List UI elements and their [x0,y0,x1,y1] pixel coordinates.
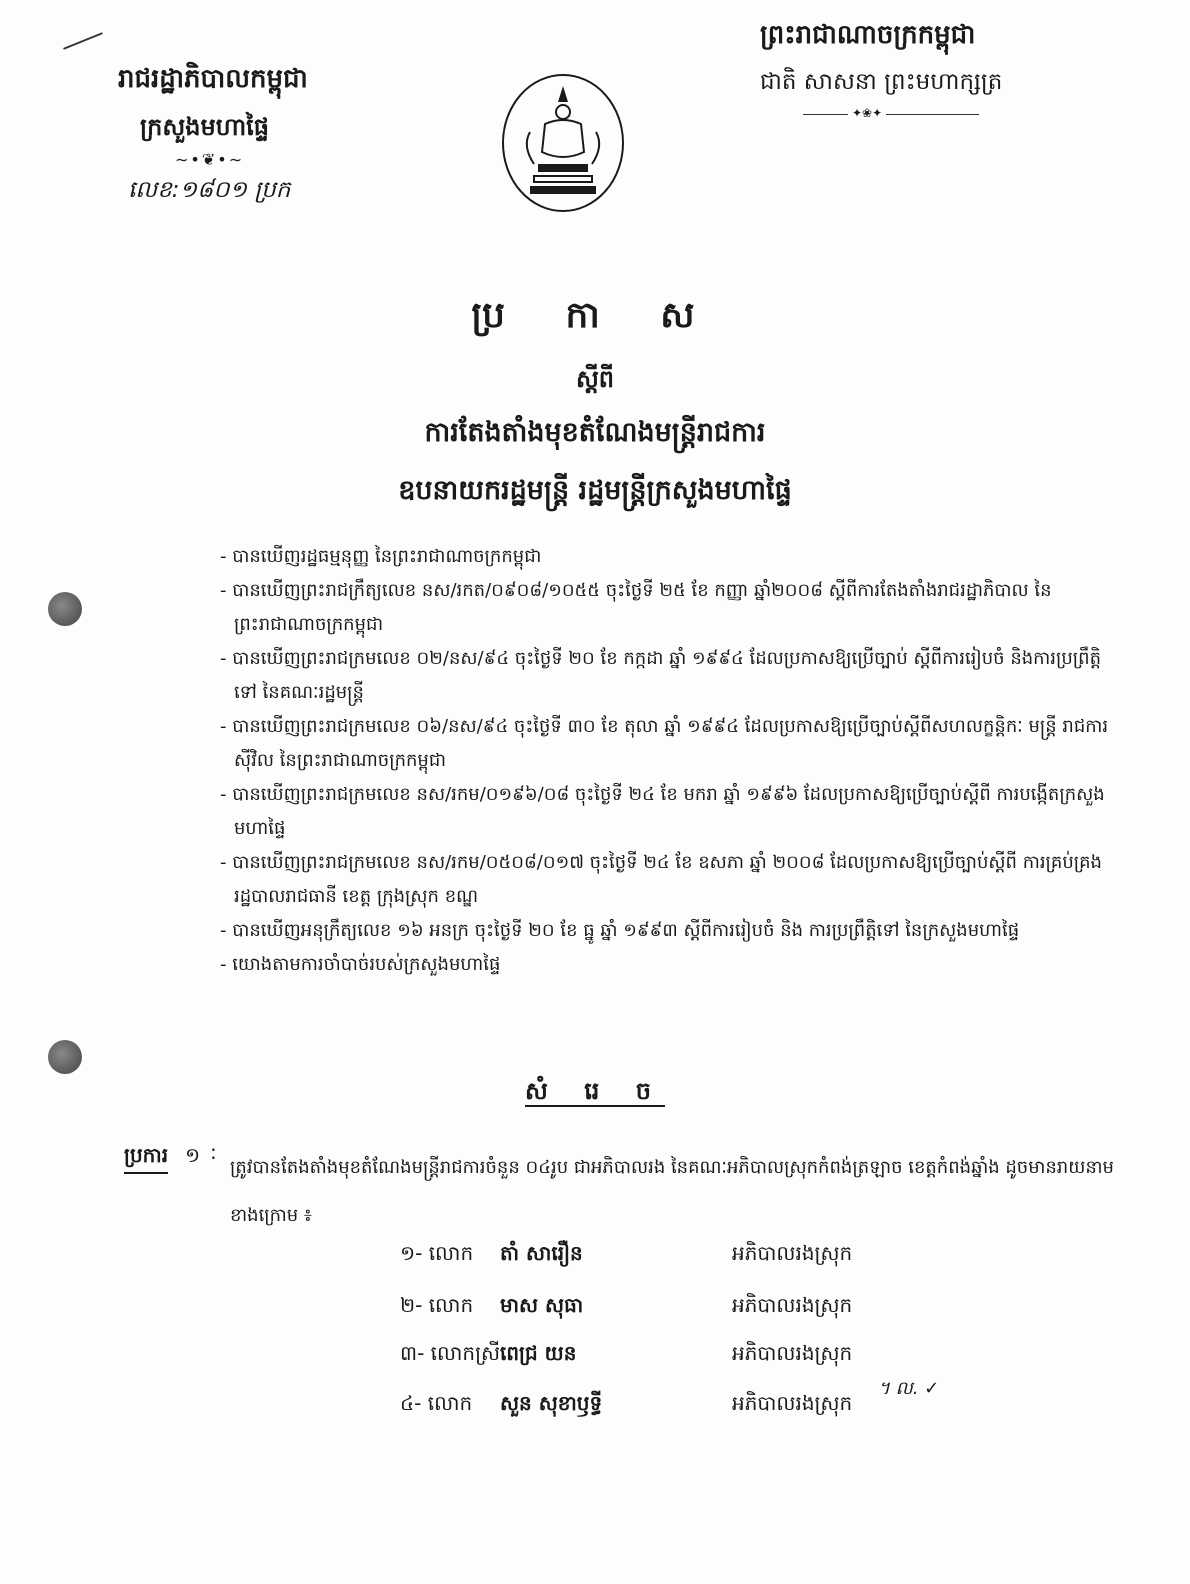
kingdom-name: ព្រះរាជាណាចក្រកម្ពុជា [760,20,976,50]
government-name: រាជរដ្ឋាភិបាលកម្ពុជា [118,64,308,94]
legal-basis-clause: - បានឃើញរដ្ឋធម្មនុញ្ញ នៃព្រះរាជាណាចក្រកម្ពុជា [220,546,542,567]
ministry-name: ក្រសួងមហាផ្ទៃ [140,113,270,141]
document-subject-line-1: ការតែងតាំងមុខតំណែងមន្ត្រីរាជការ [424,417,766,448]
punch-hole [48,592,82,626]
legal-basis-clause: - បានឃើញព្រះរាជក្រឹត្យលេខ នស/រកត/០៩០៨/១០៥៥ ចុះថ្ងៃទី ២៥ ខែ កញ្ញា ឆ្នាំ២០០៨ ស្តីពីការតែងតាំងរាជរដ្ឋាភិបាល នៃព្រះរាជាណាចក្រកម្ពុជា [220,580,1052,635]
article-colon: : [210,1140,217,1164]
decision-heading-text: សំ រេ ច [524,1077,666,1105]
motto-ornament: ✦❀✦ [848,106,886,120]
legal-basis-list [220,540,1120,982]
person-name: តាំ សារឿន [500,1241,583,1265]
person-title: ៣- លោកស្រី [400,1341,501,1365]
person-name: មាស សុធា [500,1293,584,1317]
pen-scratch [63,32,103,50]
document-subject-line-2: ឧបនាយករដ្ឋមន្ត្រី រដ្ឋមន្ត្រីក្រសួងមហាផ្ទៃ [398,475,792,506]
person-position: អភិបាលរងស្រុក [732,1293,853,1317]
document-type: ប្រ កា ស [471,295,719,336]
legal-basis-clause: - បានឃើញព្រះរាជក្រមលេខ នស/រកម/០១៩៦/០៨ ចុះថ្ងៃទី ២៤ ខែ មករា ឆ្នាំ ១៩៩៦ ដែលប្រកាសឱ្យប្រើច្បាប់ស្តីពី ការបង្កើតក្រសួងមហាផ្ទៃ [220,784,1105,839]
person-title: ៤- លោក [400,1391,473,1415]
motto-divider [803,114,979,115]
person-position: អភិបាលរងស្រុក [732,1341,853,1365]
punch-hole [48,1040,82,1074]
person-name: ពេជ្រ យន [500,1341,577,1365]
person-position: អភិបាលរងស្រុក [732,1391,853,1415]
national-motto: ជាតិ សាសនា ព្រះមហាក្សត្រ [760,69,1003,95]
legal-basis-clause: - បានឃើញអនុក្រឹត្យលេខ ១៦ អនក្រ ចុះថ្ងៃទី ២០ ខែ ធ្នូ ឆ្នាំ ១៩៩៣ ស្តីពីការរៀបចំ និង ការប្រព្រឹត្តិទៅ នៃក្រសួងមហាផ្ទៃ [220,920,1020,941]
decision-heading [0,1076,1190,1111]
reference-number: លេខ:១៨០១ ប្រក [128,177,291,203]
legal-basis-clause: - បានឃើញព្រះរាជក្រមលេខ នស/រកម/០៥០៨/០១៧ ចុះថ្ងៃទី ២៤ ខែ ឧសភា ឆ្នាំ ២០០៨ ដែលប្រកាសឱ្យប្រើច្បាប់ស្តីពី ការគ្រប់គ្រងរដ្ឋបាលរាជធានី ខេត្ត ក្រុងស្រុក ខណ្ឌ [220,852,1102,907]
person-position: អភិបាលរងស្រុក [732,1241,853,1265]
article-label: ប្រការ [124,1142,168,1174]
ministry-seal-icon [500,72,626,214]
article-number: ១ [185,1143,201,1167]
article-text: ត្រូវបានតែងតាំងមុខតំណែងមន្ត្រីរាជការចំនួន ០៤រូប ជាអភិបាលរង នៃគណៈអភិបាលស្រុកកំពង់ត្រឡាច ខេត្តកំពង់ឆ្នាំង ដូចមានរាយនាមខាងក្រោម ៖ [230,1157,1114,1226]
person-title: ១- លោក [400,1241,474,1265]
handwritten-annotation: ។ ល. ✓ [878,1378,940,1399]
document-about: ស្តីពី [575,365,615,393]
person-name: សួន សុខាឫទ្ធី [500,1391,603,1415]
legal-basis-clause: - បានឃើញព្រះរាជក្រមលេខ ០៦/នស/៩៤ ចុះថ្ងៃទី ៣០ ខែ តុលា ឆ្នាំ ១៩៩៤ ដែលប្រកាសឱ្យប្រើច្បាប់ស្តីពីសហលក្ខន្តិកៈ មន្ត្រី រាជការស៊ីវិល នៃព្រះរាជាណាចក្រកម្ពុជា [220,716,1109,771]
legal-basis-clause: - យោងតាមការចាំបាច់របស់ក្រសួងមហាផ្ទៃ [220,954,501,975]
header-ornament: ∼•❦•∼ [175,150,245,169]
legal-basis-clause: - បានឃើញព្រះរាជក្រមលេខ ០២/នស/៩៤ ចុះថ្ងៃទី ២០ ខែ កក្កដា ឆ្នាំ ១៩៩៤ ដែលប្រកាសឱ្យប្រើច្បាប់ ស្តីពីការរៀបចំ និងការប្រព្រឹត្តិទៅ នៃគណៈរដ្ឋមន្ត្រី [220,648,1102,703]
person-title: ២- លោក [400,1293,474,1317]
